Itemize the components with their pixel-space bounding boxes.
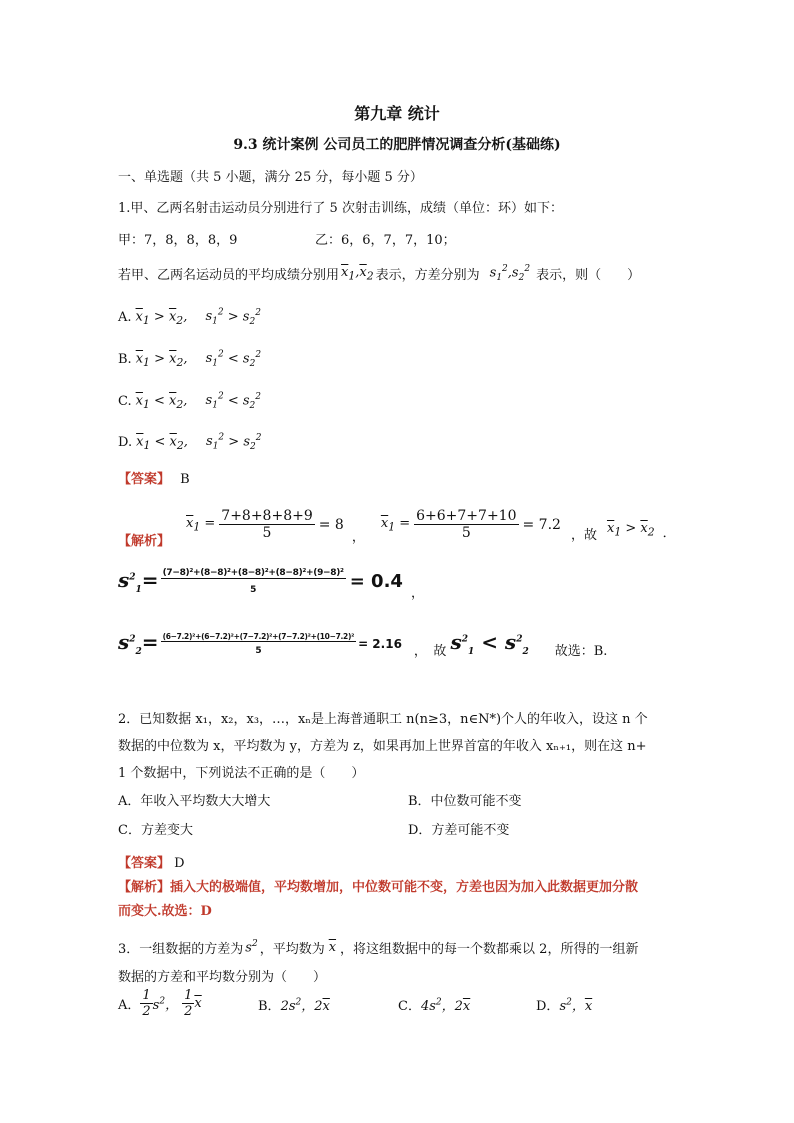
- q1-ask-a: 若甲、乙两名运动员的平均成绩分别用: [118, 268, 340, 283]
- mean2-numerator: 6+6+7+7+10: [416, 508, 517, 524]
- fraction-num: 1: [184, 988, 193, 1003]
- q1-jia-scores: 甲：7，8，8，8，9: [118, 233, 238, 248]
- q1-ask-c: 表示，则（ ）: [536, 268, 641, 283]
- analysis-text: 插入大的极端值，平均数增加，中位数可能不变，方差也因为加入此数据更加分散: [170, 880, 639, 895]
- relation: <: [227, 351, 239, 367]
- q1-option-a[interactable]: [118, 308, 261, 327]
- option-label: D．: [536, 999, 560, 1014]
- option-label: A.: [118, 309, 132, 325]
- option-expression: $\overline{x}_1 < \overline{x}_2$, $s_1^2 > s_2^2$: [136, 433, 262, 452]
- q1-ask-b: 表示，方差分别为: [375, 268, 480, 283]
- fraction-num: 1: [142, 988, 151, 1003]
- variance2-symbol: $s^2_2=$: [118, 630, 159, 657]
- q3-option-d[interactable]: [536, 995, 592, 1014]
- q1-answer: [118, 468, 190, 487]
- q2-line2: 数据的中位数为 x，平均数为 y，方差为 z，如果再加上世界首富的年收入 xₙ₊₁，则在这 n+: [118, 739, 647, 754]
- q1-option-c[interactable]: [118, 392, 261, 411]
- variance1-numerator: (7−8)²+(8−8)²+(8−8)²+(8−8)²+(9−8)²: [162, 568, 344, 578]
- relation: <: [154, 434, 166, 450]
- option-label: B．: [258, 999, 281, 1014]
- separator: ，: [351, 530, 365, 545]
- q2-line3: 1 个数据中，下列说法不正确的是（ ）: [118, 766, 365, 781]
- separator: ，: [410, 586, 424, 601]
- fraction-den: 2: [142, 1004, 151, 1019]
- answer-tag: 【答案】: [118, 472, 171, 487]
- half-fraction: [140, 988, 152, 1019]
- analysis-tag: 【解析】: [118, 534, 171, 549]
- q2-option-a[interactable]: A．年收入平均数大大增大: [118, 794, 271, 809]
- q1-question: [118, 264, 640, 283]
- relation: >: [154, 351, 165, 367]
- q2-option-c[interactable]: C．方差变大: [118, 823, 193, 838]
- mean2-denominator: 5: [461, 525, 471, 541]
- section-title: 9.3 统计案例 公司员工的肥胖情况调查分析(基础练): [233, 137, 561, 153]
- option-expression: $\overline{x}_1 > \overline{x}_2$, $s_1^2 > s_2^2$: [135, 308, 261, 327]
- chapter-title: 第九章 统计: [354, 104, 440, 123]
- variance1-denominator: 5: [250, 585, 257, 595]
- q1-variance2: [118, 628, 607, 659]
- mean-symbols: $\overline{x}_1,\overline{x}_2$: [341, 264, 374, 283]
- q2-analysis-cont: 而变大.故选：D: [118, 904, 212, 919]
- variance1-fraction: [161, 568, 346, 595]
- relation: <: [227, 393, 239, 409]
- relation: <: [154, 393, 165, 409]
- variance1-result: = 0.4: [349, 571, 403, 592]
- mean2-result: = 7.2: [522, 516, 561, 533]
- q2-option-b[interactable]: B．中位数可能不变: [408, 794, 522, 809]
- option-expression: $s^2$，$\overline{x}$: [559, 997, 593, 1014]
- q2-answer: [118, 852, 185, 871]
- option-label: A．: [118, 998, 141, 1013]
- mean1-denominator: 5: [262, 525, 272, 541]
- answer-tag: 【答案】: [118, 856, 171, 871]
- q3-text-a: 3．一组数据的方差为: [118, 942, 244, 957]
- option-label: C.: [118, 393, 132, 409]
- q2-option-d[interactable]: D．方差可能不变: [408, 823, 510, 838]
- final-choice: 故选：B.: [554, 644, 608, 659]
- mean2-symbol: $\overline{x}_1$ =: [380, 515, 411, 534]
- relation: >: [153, 309, 165, 325]
- q1-stem: 1.甲、乙两名射击运动员分别进行了 5 次射击训练，成绩（单位：环）如下：: [118, 201, 563, 216]
- q1-option-d[interactable]: [118, 433, 261, 452]
- option-label: C．: [398, 999, 421, 1014]
- variance-compare: $s^2_1 < s^2_2$: [450, 630, 529, 657]
- mean2-fraction: [414, 508, 518, 541]
- q3-line2: 数据的方差和平均数分别为（ ）: [118, 970, 327, 985]
- q2-line1: 2．已知数据 x₁，x₂，x₃，…，xₙ是上海普通职工 n(n≥3，n∈N*)个人的年收入，设这 n 个: [118, 712, 648, 727]
- analysis-tag: 【解析】: [118, 880, 171, 895]
- mean1-result: = 8: [318, 516, 344, 533]
- variance2-numerator: (6−7.2)²+(6−7.2)²+(7−7.2)²+(7−7.2)²+(10−7.2)²: [162, 631, 355, 641]
- therefore: ， 故: [413, 644, 447, 659]
- q1-yi-scores: 乙：6，6，7，7，10；: [315, 233, 456, 248]
- variance2-denominator: 5: [255, 645, 262, 656]
- q3-option-c[interactable]: [398, 995, 470, 1014]
- answer-value: B: [180, 472, 190, 487]
- mean1-symbol: $\overline{x}_1$ =: [186, 515, 216, 534]
- q1-analysis-means: [118, 500, 676, 549]
- mean1-numerator: 7+8+8+8+9: [221, 508, 313, 524]
- mean1-fraction: [219, 508, 314, 541]
- fraction-den: 2: [184, 1004, 193, 1019]
- variance2-result: = 2.16: [358, 636, 402, 651]
- option-expression: $2s^2$，$2\overline{x}$: [280, 997, 330, 1014]
- q3-text-b: ，平均数为: [259, 942, 325, 957]
- option-expression: $\overline{x}_1 > \overline{x}_2$, $s_1^2 < s_2^2$: [135, 350, 262, 369]
- q3-variance-symbol: $s^2$: [245, 939, 258, 956]
- q3-option-b[interactable]: [258, 995, 330, 1014]
- variance1-symbol: $s^2_1=$: [118, 568, 159, 595]
- q1-option-b[interactable]: [118, 350, 261, 369]
- option-label: D.: [118, 434, 133, 450]
- variance-term: $s^2$，: [152, 996, 179, 1013]
- period: ．: [662, 526, 676, 541]
- relation: >: [227, 309, 239, 325]
- variance2-fraction: [161, 632, 357, 656]
- q2-analysis: [118, 876, 638, 895]
- mean-compare: $\overline{x}_1 > \overline{x}_2$: [606, 520, 655, 539]
- part-heading: 一、单选题（共 5 小题，满分 25 分，每小题 5 分）: [118, 170, 423, 185]
- relation: >: [228, 434, 240, 450]
- variance-symbols: $s_1^2,s_2^2$: [489, 264, 531, 283]
- answer-value: D: [174, 856, 185, 871]
- option-expression: $4s^2$，$2\overline{x}$: [420, 997, 471, 1014]
- q3-line1: [118, 938, 638, 957]
- mean-term: $\overline{x}$: [194, 996, 202, 1011]
- option-label: B.: [118, 351, 132, 367]
- q3-option-a[interactable]: [118, 988, 202, 1019]
- q3-mean-symbol: $\overline{x}$: [328, 940, 337, 955]
- half-fraction: [182, 988, 194, 1019]
- option-expression: $\overline{x}_1 < \overline{x}_2$, $s_1^2 < s_2^2$: [135, 392, 262, 411]
- q3-text-c: ，将这组数据中的每一个数都乘以 2，所得的一组新: [340, 942, 639, 957]
- q1-variance1: [118, 562, 424, 601]
- therefore: ，故: [570, 528, 597, 543]
